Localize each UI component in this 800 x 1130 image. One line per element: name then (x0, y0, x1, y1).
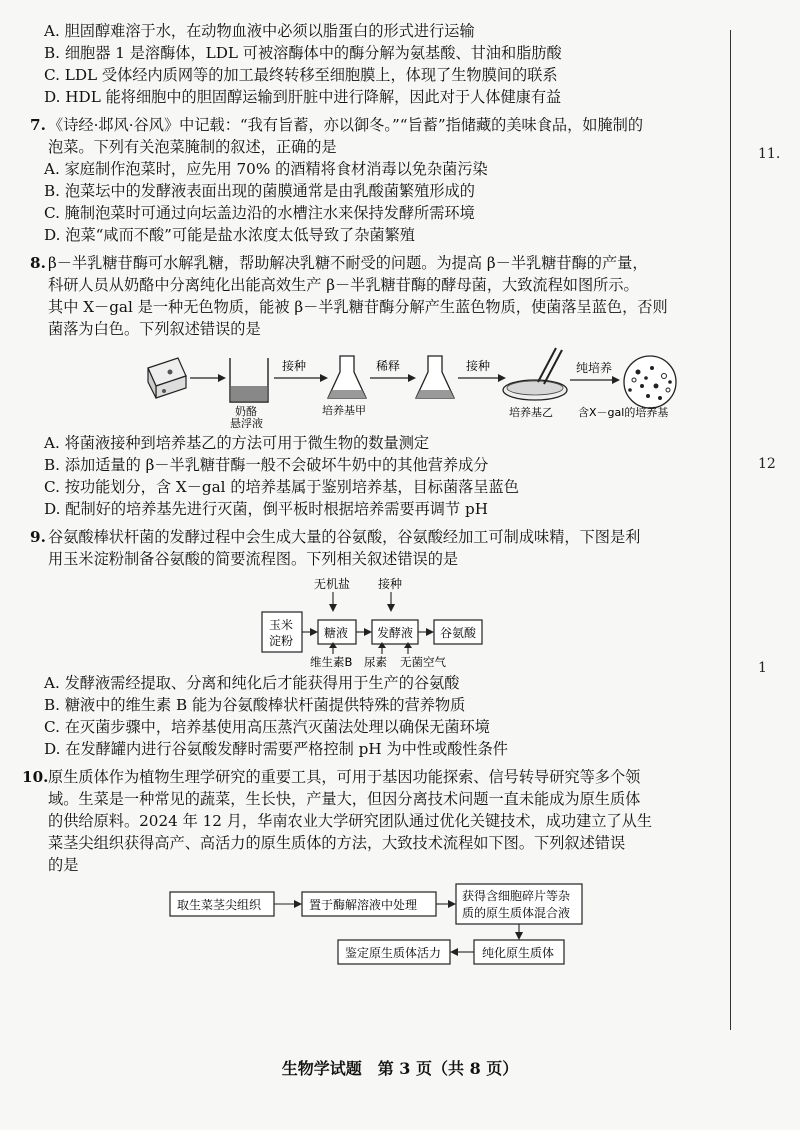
question-stem: 菜茎尖组织获得高产、高活力的原生质体的方法，大致技术流程如下图。下列叙述错误 (48, 834, 626, 852)
question-10 (22, 766, 710, 968)
question-number: 8. (30, 254, 46, 272)
q8-figure (30, 346, 710, 428)
input-label: 尿素 (364, 655, 387, 668)
box-label: 纯化原生质体 (482, 946, 555, 960)
question-stem: β－半乳糖苷酶可水解乳糖，帮助解决乳糖不耐受的问题。为提高 β－半乳糖苷酶的产量， (48, 254, 648, 272)
label-medium-a: 培养基甲 (322, 404, 366, 417)
option: B. 泡菜坛中的发酵液表面出现的菌膜通常是由乳酸菌繁殖形成的 (44, 182, 475, 200)
margin-question-number: 12 (758, 456, 776, 472)
input-label: 无机盐 (314, 577, 351, 591)
label-suspension-2: 悬浮液 (230, 417, 263, 428)
question-stem: 的供给原料。2024 年 12 月，华南农业大学研究团队通过优化关键技术，成功建立了从生 (48, 812, 653, 830)
option: C. 腌制泡菜时可通过向坛盖边沿的水槽注水来保持发酵所需环境 (44, 204, 475, 222)
box-label: 玉米 (269, 618, 294, 632)
box-label: 置于酶解溶液中处理 (309, 898, 418, 912)
q6-options (30, 20, 710, 108)
option: B. 细胞器 1 是溶酶体，LDL 可被溶酶体中的酶分解为氨基酸、甘油和脂肪酸 (44, 44, 562, 62)
question-number: 7. (30, 116, 46, 134)
petri-dish-icon (503, 380, 567, 400)
input-label: 无菌空气 (400, 655, 446, 668)
question-stem: 原生质体作为植物生理学研究的重要工具，可用于基因功能探索、信号转导研究等多个领 (48, 768, 641, 786)
flask-icon (328, 356, 366, 398)
margin-question-number: 11. (758, 146, 781, 162)
option: A. 胆固醇难溶于水，在动物血液中必须以脂蛋白的形式进行运输 (44, 22, 475, 40)
option: B. 糖液中的维生素 B 能为谷氨酸棒状杆菌提供特殊的营养物质 (44, 696, 466, 714)
column-divider (730, 30, 731, 1030)
box-label: 谷氨酸 (440, 626, 477, 640)
question-7 (30, 114, 710, 246)
q10-flowchart (30, 882, 710, 968)
box-label: 取生菜茎尖组织 (177, 898, 262, 912)
q10-figure (30, 882, 710, 968)
cheese-icon (148, 358, 186, 398)
colony-plate-icon (624, 356, 676, 408)
question-stem: 域。生菜是一种常见的蔬菜，生长快，产量大，但因分离技术问题一直未能成为原生质体 (48, 790, 641, 808)
option: D. 泡菜“咸而不酸”可能是盐水浓度太低导致了杂菌繁殖 (44, 226, 415, 244)
question-number: 10. (22, 768, 49, 786)
option: C. 在灭菌步骤中，培养基使用高压蒸汽灭菌法处理以确保无菌环境 (44, 718, 490, 736)
option: C. LDL 受体经内质网等的加工最终转移至细胞膜上，体现了生物膜间的联系 (44, 66, 558, 84)
option: D. 配制好的培养基先进行灭菌，倒平板时根据培养需要再调节 pH (44, 500, 488, 518)
q9-flowchart (30, 576, 710, 668)
step-label: 接种 (282, 359, 307, 373)
option: D. HDL 能将细胞中的胆固醇运输到肝脏中进行降解，因此对于人体健康有益 (44, 88, 562, 106)
question-stem: 其中 X－gal 是一种无色物质，能被 β－半乳糖苷酶分解产生蓝色物质，使菌落呈蓝色，否则 (48, 298, 668, 316)
box-label: 获得含细胞碎片等杂 (462, 889, 571, 903)
box-label: 发酵液 (377, 626, 414, 640)
main-column (22, 20, 710, 972)
input-label: 接种 (378, 577, 403, 591)
option: B. 添加适量的 β－半乳糖苷酶一般不会破坏牛奶中的其他营养成分 (44, 456, 489, 474)
flask-icon (416, 356, 454, 398)
question-8 (30, 252, 710, 520)
q9-figure (30, 576, 710, 668)
option: D. 在发酵罐内进行谷氨酸发酵时需要严格控制 pH 为中性或酸性条件 (44, 740, 508, 758)
label-medium-c: 含X－gal的培养基 (578, 406, 669, 419)
question-stem: 的是 (48, 856, 79, 874)
step-label: 稀释 (376, 359, 401, 373)
option: A. 发酵液需经提取、分离和纯化后才能获得用于生产的谷氨酸 (44, 674, 460, 692)
question-stem: 菌落为白色。下列叙述错误的是 (48, 320, 261, 338)
box-label: 糖液 (324, 626, 349, 640)
question-stem: 科研人员从奶酪中分离纯化出能高效生产 β－半乳糖苷酶的酵母菌，大致流程如图所示。 (48, 276, 639, 294)
question-number: 9. (30, 528, 46, 546)
beaker-icon (230, 358, 268, 402)
box-label: 鉴定原生质体活力 (345, 946, 442, 960)
option: C. 按功能划分，含 X－gal 的培养基属于鉴别培养基，目标菌落呈蓝色 (44, 478, 519, 496)
spreader-icon (538, 348, 562, 384)
option: A. 将菌液接种到培养基乙的方法可用于微生物的数量测定 (44, 434, 430, 452)
label-medium-b: 培养基乙 (509, 406, 553, 419)
box-label: 质的原生质体混合液 (462, 906, 571, 920)
q8-process-diagram (30, 346, 710, 428)
margin-question-number: 1 (758, 660, 767, 676)
input-label: 维生素B (310, 655, 353, 668)
page-footer: 生物学试题 第 3 页（共 8 页） (281, 1059, 519, 1078)
step-label: 纯培养 (576, 361, 613, 375)
box-label: 淀粉 (269, 634, 294, 648)
question-stem: 用玉米淀粉制备谷氨酸的简要流程图。下列相关叙述错误的是 (48, 550, 459, 568)
question-stem: 《诗经·邶风·谷风》中记载：“我有旨蓄，亦以御冬。”“旨蓄”指储藏的美味食品，如腌制的 (48, 116, 644, 134)
option: A. 家庭制作泡菜时，应先用 70% 的酒精将食材消毒以免杂菌污染 (44, 160, 488, 178)
question-9 (30, 526, 710, 760)
question-stem: 泡菜。下列有关泡菜腌制的叙述，正确的是 (48, 138, 337, 156)
step-label: 接种 (466, 359, 491, 373)
label-suspension-1: 奶酪 (235, 405, 257, 418)
question-stem: 谷氨酸棒状杆菌的发酵过程中会生成大量的谷氨酸，谷氨酸经加工可制成味精，下图是利 (48, 528, 641, 546)
